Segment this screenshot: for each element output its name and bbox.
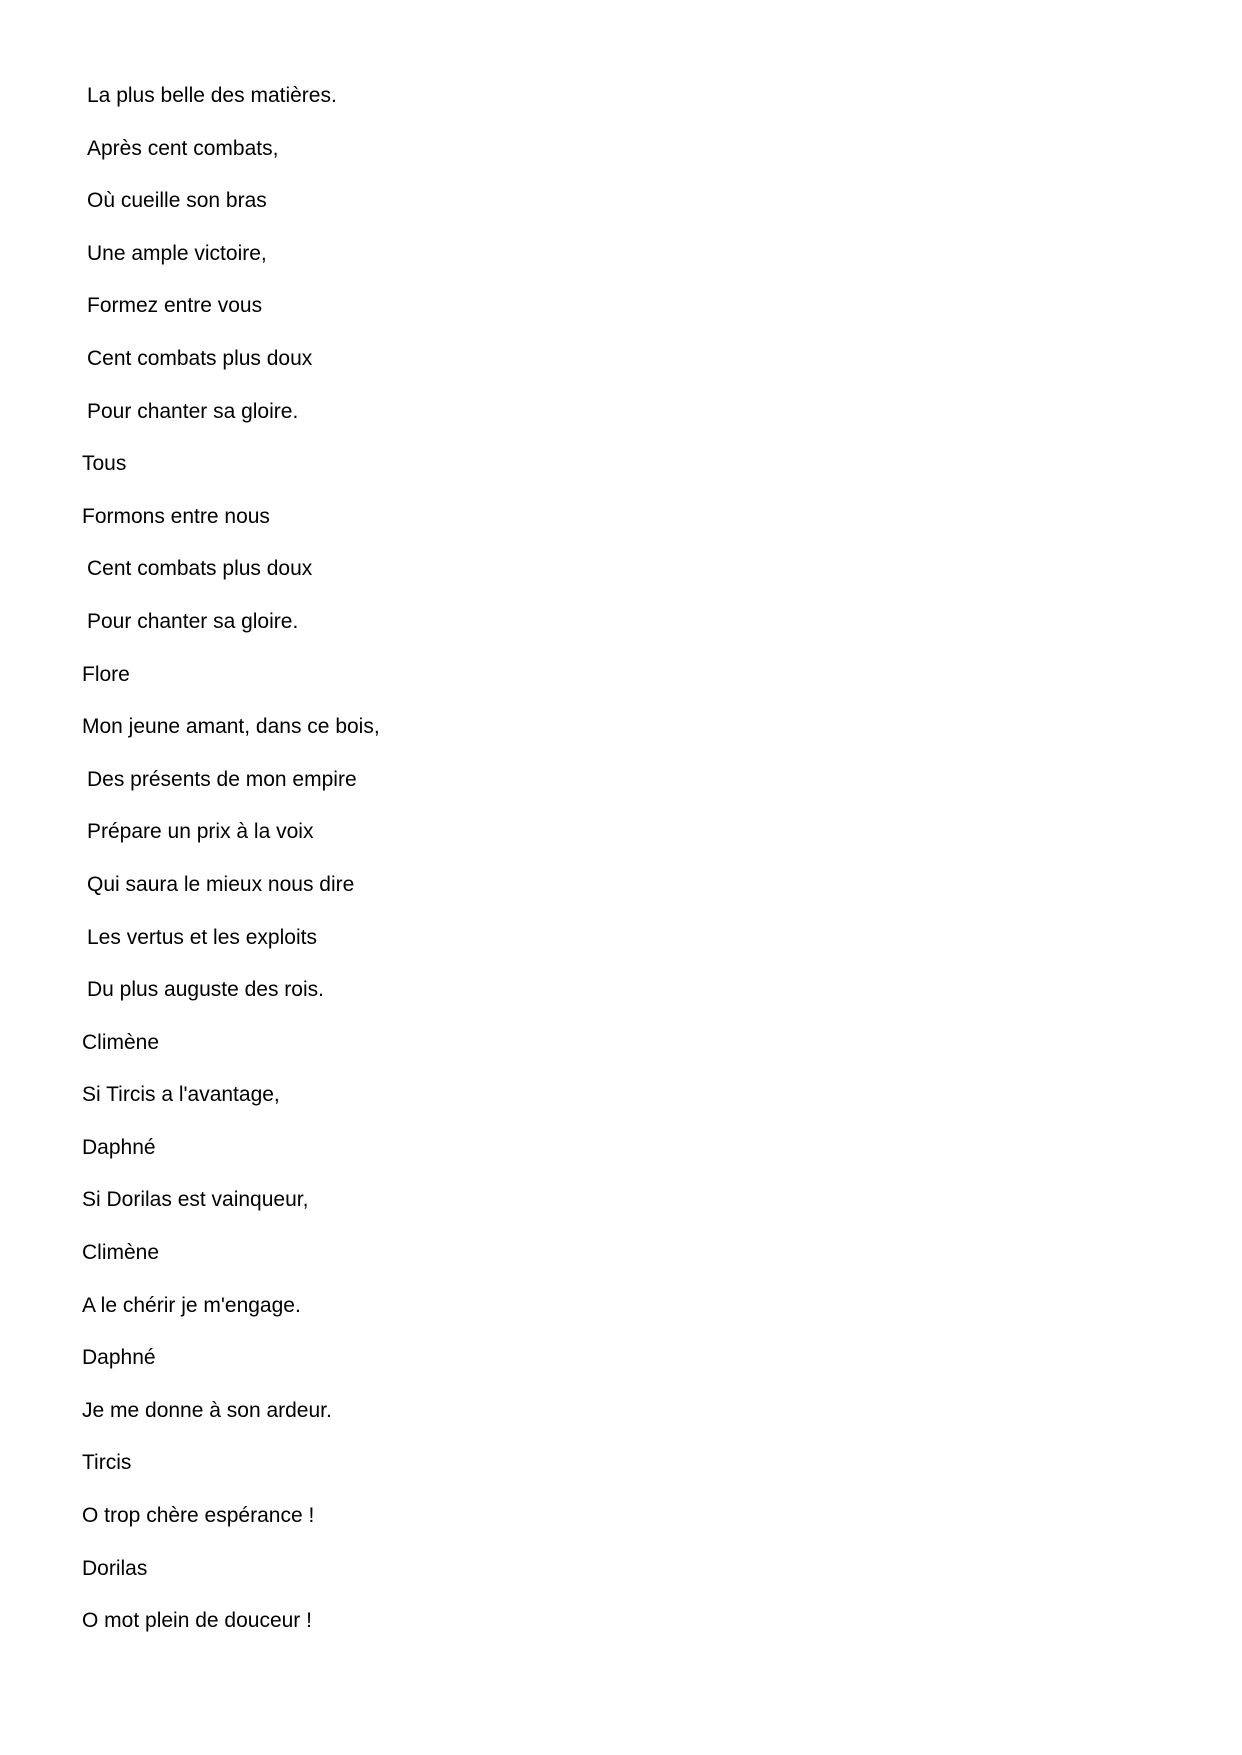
verse-line: Après cent combats, [87, 136, 279, 160]
verse-line: Pour chanter sa gloire. [87, 609, 299, 633]
verse-line: Mon jeune amant, dans ce bois, [82, 715, 380, 739]
verse-line: La plus belle des matières. [87, 84, 337, 107]
verse-line: O trop chère espérance ! [82, 1504, 315, 1528]
speaker-name: Tous [82, 452, 127, 476]
verse-line: Du plus auguste des rois. [87, 978, 324, 1002]
verse-line: Si Tircis a l'avantage, [82, 1083, 280, 1107]
verse-line: Formez entre vous [87, 294, 263, 318]
verse-line: Formons entre nous [82, 504, 270, 528]
verse-line: O mot plein de douceur ! [82, 1609, 312, 1633]
verse-line: Qui saura le mieux nous dire [87, 872, 355, 896]
speaker-name: Climène [82, 1030, 160, 1054]
verse-line: Où cueille son bras [87, 189, 267, 213]
verse-line: Cent combats plus doux [87, 346, 313, 370]
speaker-name: Daphné [82, 1346, 156, 1370]
verse-line: Une ample victoire, [87, 241, 267, 265]
verse-line: Je me donne à son ardeur. [82, 1398, 332, 1422]
verse-line: Les vertus et les exploits [87, 925, 317, 949]
verse-line: Si Dorilas est vainqueur, [82, 1188, 309, 1212]
verse-line: Cent combats plus doux [87, 557, 313, 581]
verse-line: Des présents de mon empire [87, 767, 357, 791]
speaker-name: Climène [82, 1241, 160, 1265]
speaker-name: Tircis [82, 1451, 132, 1475]
speaker-name: Flore [82, 662, 130, 686]
verse-line: A le chérir je m'engage. [82, 1293, 301, 1317]
verse-line: Pour chanter sa gloire. [87, 399, 299, 423]
text-lines [82, 80, 380, 1658]
verse-line: Prépare un prix à la voix [87, 820, 314, 844]
speaker-name: Daphné [82, 1135, 156, 1159]
speaker-name: Dorilas [82, 1556, 148, 1580]
